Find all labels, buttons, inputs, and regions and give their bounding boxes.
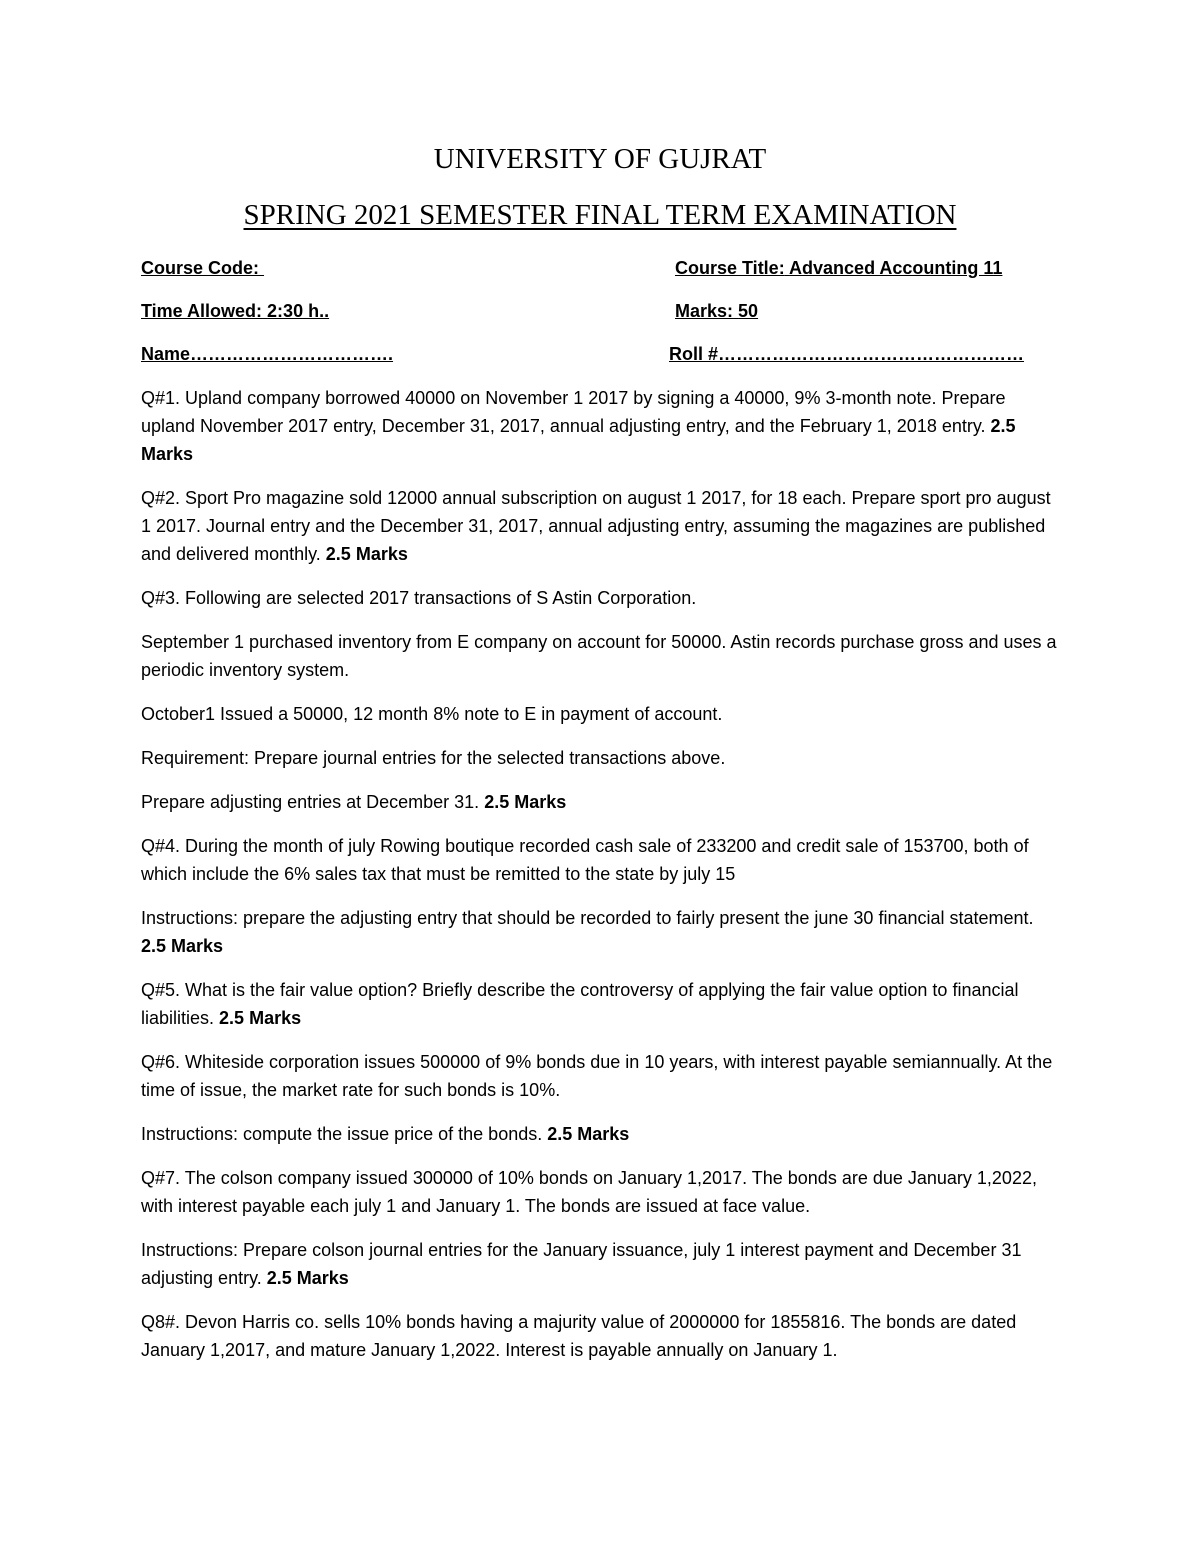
question-paragraph (141, 584, 1061, 612)
question-text: October1 Issued a 50000, 12 month 8% note to E in payment of account. (141, 704, 723, 724)
question-paragraph (141, 628, 1061, 684)
name-field (141, 342, 393, 366)
course-title (675, 256, 1002, 280)
exam-title: SPRING 2021 SEMESTER FINAL TERM EXAMINATION (243, 199, 957, 231)
question-marks: 2.5 Marks (219, 1008, 302, 1028)
course-title-label: Course Title: (675, 258, 785, 278)
question-paragraph (141, 904, 1061, 960)
question-marks: 2.5 Marks (141, 936, 224, 956)
question-text: Instructions: prepare the adjusting entry that should be recorded to fairly present the june 30 financial statement. (141, 908, 1034, 928)
question-paragraph (141, 1308, 1061, 1364)
marks-value: 50 (738, 301, 759, 321)
question-marks: 2.5 Marks (484, 792, 567, 812)
course-title-value: Advanced Accounting 11 (789, 258, 1003, 278)
question-text: Requirement: Prepare journal entries for the selected transactions above. (141, 748, 726, 768)
name-label: Name……………………………. (141, 344, 394, 364)
question-text: September 1 purchased inventory from E company on account for 50000. Astin records purchase gross and uses a periodic inventory system. (141, 632, 1057, 680)
question-paragraph (141, 976, 1061, 1032)
questions-list (141, 384, 1061, 1380)
question-marks: 2.5 Marks (325, 544, 408, 564)
question-text: Q8#. Devon Harris co. sells 10% bonds having a majurity value of 2000000 for 1855816. The bonds are dated January 1,2017, and mature January 1,2022. Interest is payable annually on January 1. (141, 1312, 1017, 1360)
question-paragraph (141, 384, 1061, 468)
marks-label: Marks: (675, 301, 734, 321)
question-text: Q#3. Following are selected 2017 transactions of S Astin Corporation. (141, 588, 697, 608)
question-paragraph (141, 1048, 1061, 1104)
question-paragraph (141, 744, 1061, 772)
question-text: Prepare adjusting entries at December 31. (141, 792, 480, 812)
question-text: Instructions: compute the issue price of the bonds. (141, 1124, 543, 1144)
question-text: Q#5. What is the fair value option? Briefly describe the controversy of applying the fair value option to financial liabilities. (141, 980, 1019, 1028)
question-paragraph (141, 788, 1061, 816)
question-text: Q#4. During the month of july Rowing boutique recorded cash sale of 233200 and credit sale of 153700, both of which include the 6% sales tax that must be remitted to the state by july 15 (141, 836, 1029, 884)
question-paragraph (141, 1236, 1061, 1292)
time-allowed-label: Time Allowed: (141, 301, 263, 321)
question-text: Q#2. Sport Pro magazine sold 12000 annual subscription on august 1 2017, for 18 each. Prepare sport pro august 1 2017. Journal entry and the December 31, 2017, annual adjusting entry, assuming the magazines are published and delivered monthly. (141, 488, 1051, 564)
question-paragraph (141, 700, 1061, 728)
time-allowed (141, 299, 329, 323)
roll-field (669, 342, 1024, 366)
question-text: Instructions: Prepare colson journal entries for the January issuance, july 1 interest payment and December 31 adjusting entry. (141, 1240, 1022, 1288)
question-text: Q#7. The colson company issued 300000 of 10% bonds on January 1,2017. The bonds are due January 1,2022, with interest payable each july 1 and January 1. The bonds are issued at face value. (141, 1168, 1037, 1216)
roll-label: Roll #…………………………………………… (669, 344, 1025, 364)
question-paragraph (141, 1164, 1061, 1220)
question-marks: 2.5 Marks (141, 416, 1016, 464)
course-code-label: Course Code: (141, 258, 260, 278)
course-code (141, 256, 264, 280)
question-paragraph (141, 484, 1061, 568)
question-paragraph (141, 1120, 1061, 1148)
question-text: Q#6. Whiteside corporation issues 500000 of 9% bonds due in 10 years, with interest payable semiannually. At the time of issue, the market rate for such bonds is 10%. (141, 1052, 1053, 1100)
time-allowed-value: 2:30 h.. (267, 301, 330, 321)
marks (675, 299, 758, 323)
question-marks: 2.5 Marks (266, 1268, 349, 1288)
question-text: Q#1. Upland company borrowed 40000 on November 1 2017 by signing a 40000, 9% 3-month note. Prepare upland November 2017 entry, December 31, 2017, annual adjusting entry, and the February 1, 2018 entry. (141, 388, 1006, 436)
university-title: UNIVERSITY OF GUJRAT (433, 143, 767, 175)
question-paragraph (141, 832, 1061, 888)
question-marks: 2.5 Marks (547, 1124, 630, 1144)
